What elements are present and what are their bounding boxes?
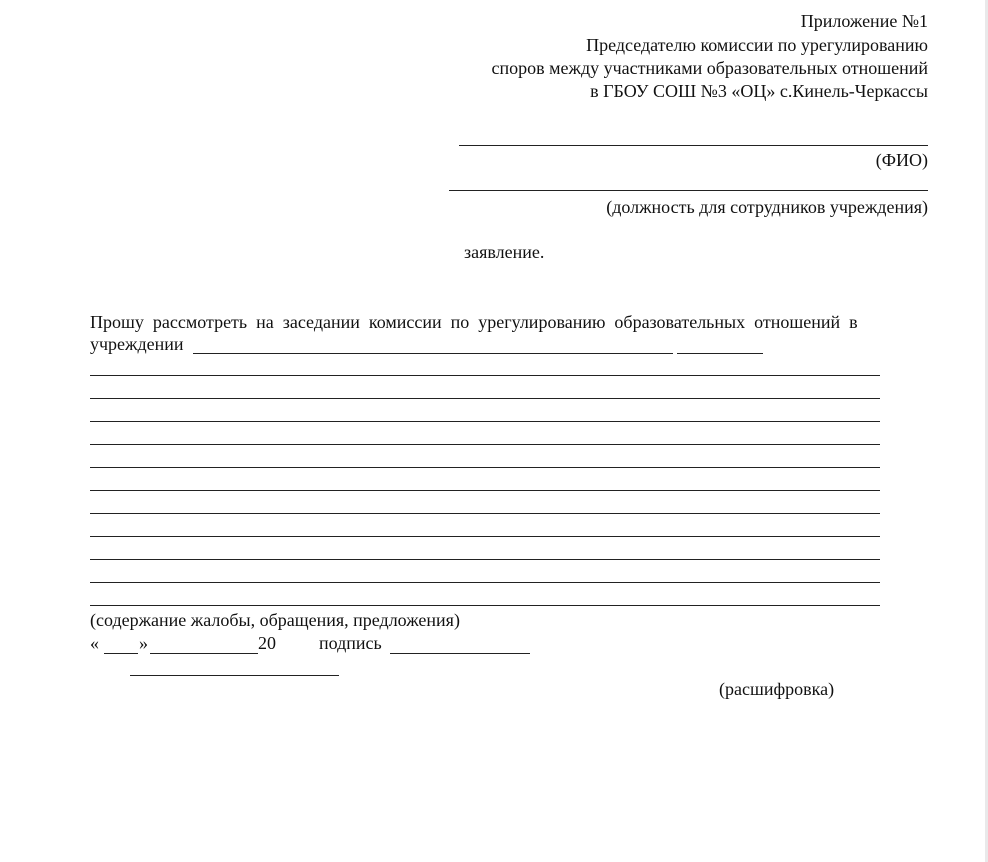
content-line[interactable]	[90, 490, 880, 491]
content-line[interactable]	[90, 605, 880, 606]
content-line[interactable]	[90, 582, 880, 583]
addressee-line-2: споров между участниками образовательных отношений	[491, 58, 928, 78]
content-line[interactable]	[90, 467, 880, 468]
date-year-prefix: 20	[258, 633, 276, 653]
addressee-line-3: в ГБОУ СОШ №3 «ОЦ» с.Кинель-Черкассы	[590, 81, 928, 101]
decoding-caption: (расшифровка)	[719, 679, 835, 699]
content-line[interactable]	[90, 398, 880, 399]
content-line[interactable]	[90, 513, 880, 514]
appendix-number: Приложение №1	[800, 11, 928, 31]
date-month-field[interactable]	[150, 653, 258, 654]
date-day-field[interactable]	[104, 653, 138, 654]
date-close-quote: »	[139, 633, 148, 653]
request-text-line-1: Прошу рассмотреть на заседании комиссии по урегулированию образовательных отношений в	[90, 312, 858, 332]
content-line[interactable]	[90, 536, 880, 537]
decoding-field-line[interactable]	[130, 675, 339, 676]
position-caption: (должность для сотрудников учреждения)	[606, 197, 928, 217]
content-line[interactable]	[90, 559, 880, 560]
position-field-line[interactable]	[449, 190, 928, 191]
content-caption: (содержание жалобы, обращения, предложения)	[90, 610, 460, 630]
signature-label: подпись	[319, 633, 382, 653]
signature-field[interactable]	[390, 653, 530, 654]
content-line[interactable]	[90, 444, 880, 445]
content-line[interactable]	[90, 375, 880, 376]
addressee-line-1: Председателю комиссии по урегулированию	[586, 35, 928, 55]
date-open-quote: «	[90, 633, 99, 653]
content-line[interactable]	[90, 421, 880, 422]
request-text-line-2: учреждении	[90, 334, 184, 354]
fio-caption: (ФИО)	[875, 150, 928, 170]
institution-field-line-extra[interactable]	[677, 353, 763, 354]
document-title: заявление.	[464, 242, 545, 262]
institution-field-line[interactable]	[193, 353, 673, 354]
fio-field-line[interactable]	[459, 145, 928, 146]
